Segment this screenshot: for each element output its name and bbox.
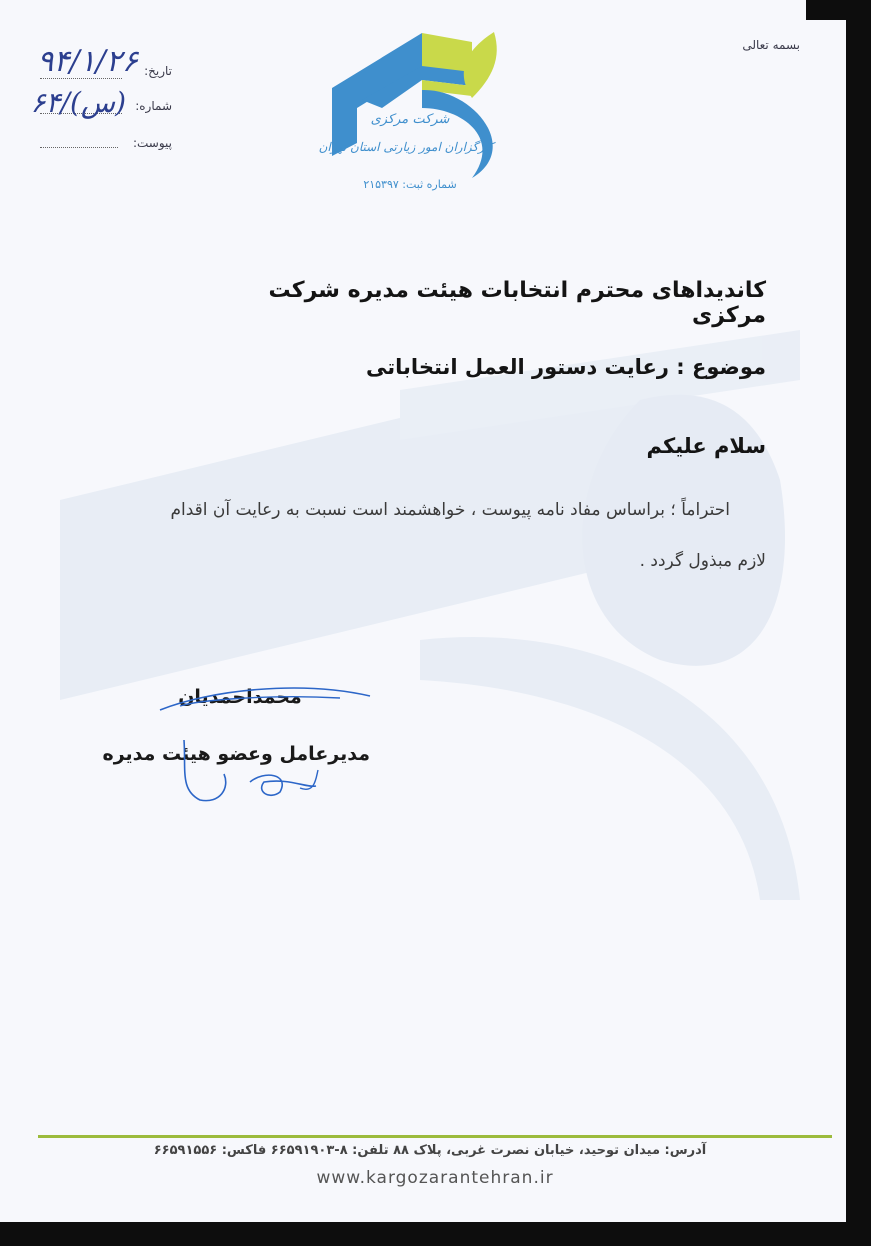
logo-line2: کارگزاران امور زیارتی استان تهران — [318, 140, 494, 154]
handwritten-signature-icon — [140, 670, 390, 810]
attachment-dots — [40, 147, 118, 148]
signer-title: مدیرعامل وعضو هیئت مدیره — [102, 743, 370, 765]
kaaba-logo-icon — [322, 28, 512, 178]
subject-line: موضوع : رعایت دستور العمل انتخاباتی — [366, 355, 766, 379]
footer-website: www.kargozarantehran.ir — [316, 1168, 554, 1188]
basmala: بسمه تعالی — [742, 38, 800, 52]
logo-registration: شماره ثبت: ۲۱۵۳۹۷ — [363, 178, 457, 191]
date-label: تاریخ: — [144, 64, 172, 78]
handwritten-number: (س)/۶۴ — [30, 86, 126, 119]
logo-line1: شرکت مرکزی — [370, 112, 450, 127]
number-label: شماره: — [135, 99, 172, 113]
footer-divider — [38, 1135, 832, 1138]
greeting: سلام علیکم — [646, 434, 766, 458]
body-line-1: احتراماً ؛ براساس مفاد نامه پیوست ، خواهشمند است نسبت به رعایت آن اقدام — [170, 500, 730, 520]
recipient-heading: کاندیداهای محترم انتخابات هیئت مدیره شرکت مرکزی — [268, 278, 766, 328]
footer-address: آدرس: میدان توحید، خیابان نصرت غربی، پلاک ۸۸ تلفن: ۸-۶۶۵۹۱۹۰۳ فاکس: ۶۶۵۹۱۵۵۶ — [153, 1143, 707, 1158]
body-line-2: لازم مبذول گردد . — [639, 551, 766, 571]
signer-name: محمداحمدیان — [178, 686, 302, 708]
handwritten-date: ۹۴/۱/۲۶ — [37, 44, 138, 79]
attachment-label: پیوست: — [132, 136, 172, 150]
